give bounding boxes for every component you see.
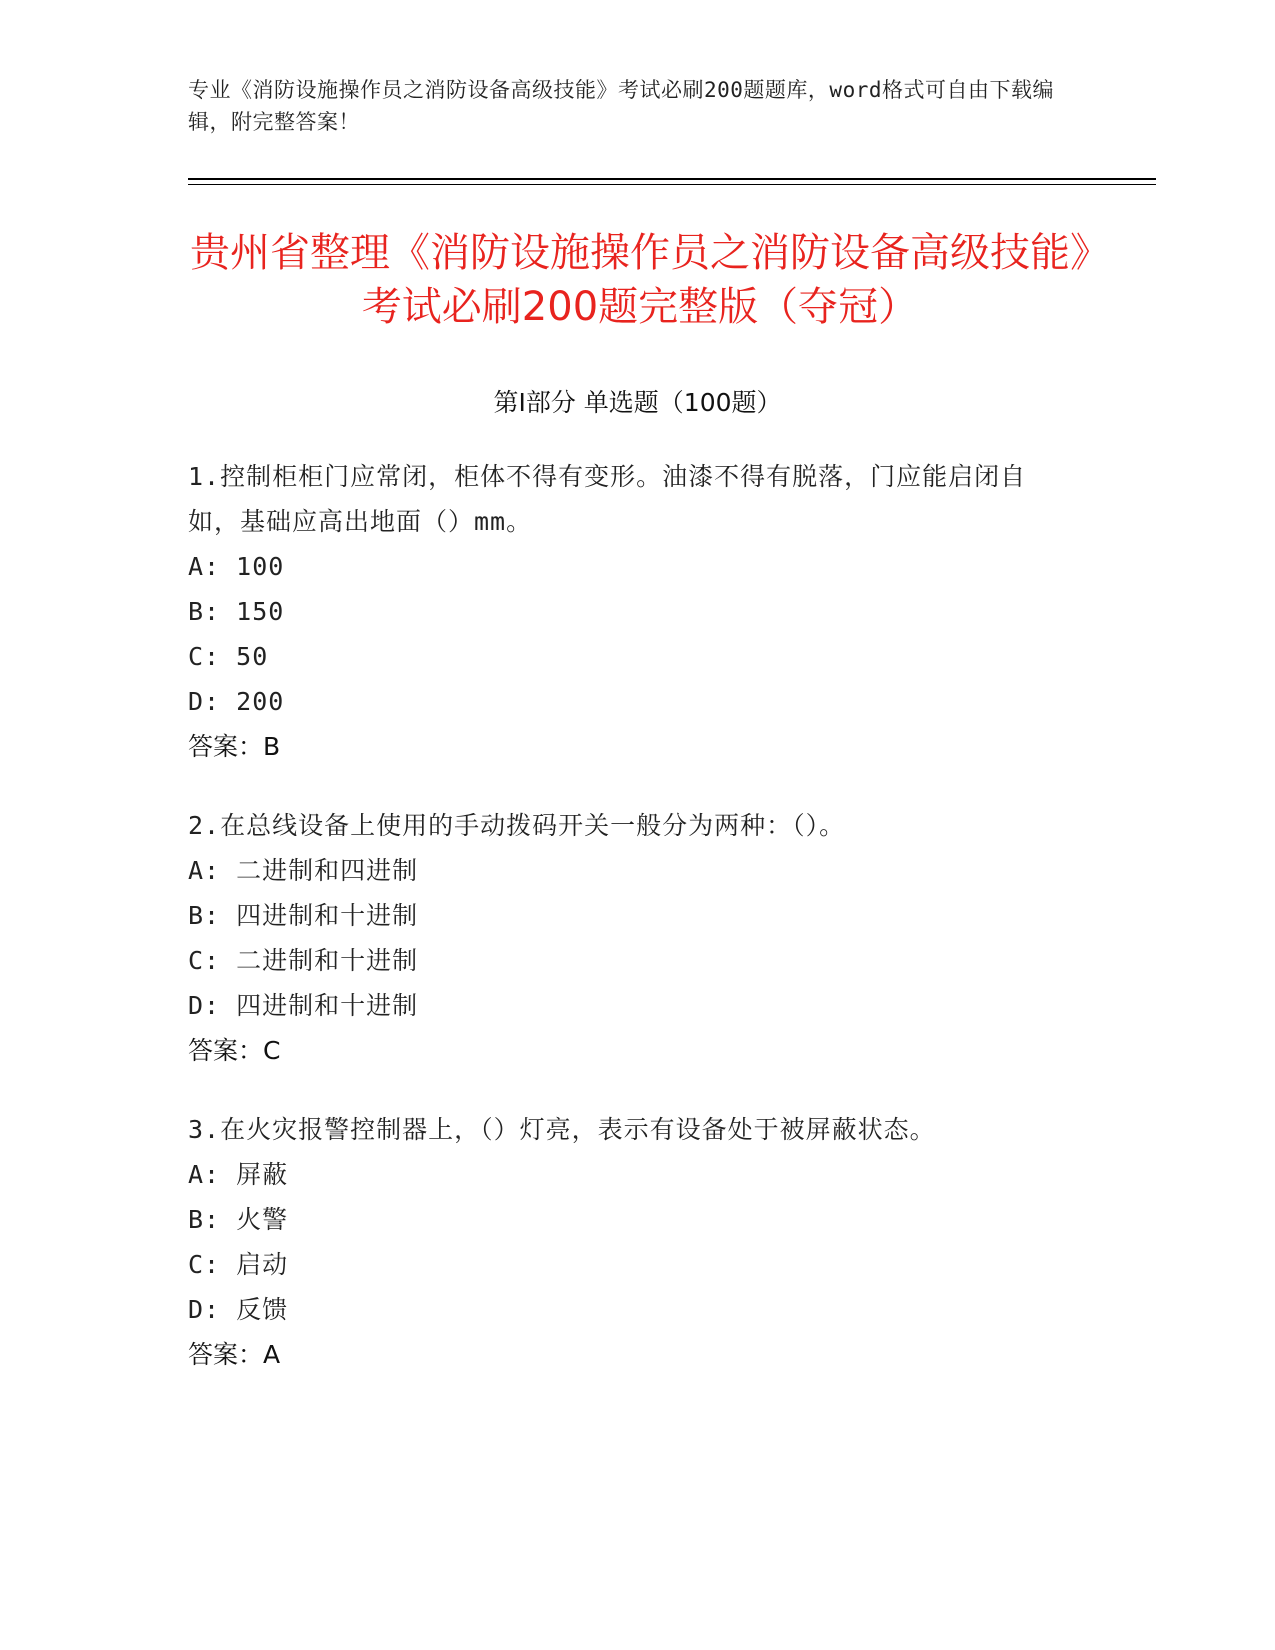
question-text: 3.在火灾报警控制器上，（）灯亮，表示有设备处于被屏蔽状态。 <box>188 1115 936 1144</box>
answer-line <box>188 1028 1068 1073</box>
option-b: B: 150 <box>188 597 285 626</box>
section-title: 第Ⅰ部分 单选题（100题） <box>493 388 782 417</box>
question-text: 1.控制柜柜门应常闭，柜体不得有变形。油漆不得有脱落，门应能启闭自如，基础应高出地面（）mm。 <box>188 462 1027 536</box>
option-c: C: 二进制和十进制 <box>188 946 419 975</box>
option-b: B: 火警 <box>188 1205 289 1234</box>
option-c: C: 启动 <box>188 1250 289 1279</box>
answer-label: 答案： <box>188 1036 264 1065</box>
option-a: A: 二进制和四进制 <box>188 856 419 885</box>
answer-label: 答案： <box>188 732 264 761</box>
question-2 <box>188 803 1068 1073</box>
document-title: 贵州省整理《消防设施操作员之消防设备高级技能》考试必刷200题完整版（夺冠） <box>190 230 1090 330</box>
answer-value: C <box>263 1036 281 1065</box>
option-d: D: 200 <box>188 687 285 716</box>
header-rule-thick <box>188 178 1156 180</box>
header-note: 专业《消防设施操作员之消防设备高级技能》考试必刷200题题库，word格式可自由下载编辑，附完整答案！ <box>188 78 1054 134</box>
answer-value: A <box>263 1340 281 1369</box>
answer-value: B <box>263 732 281 761</box>
answer-line <box>188 724 1068 769</box>
option-c: C: 50 <box>188 642 269 671</box>
option-b: B: 四进制和十进制 <box>188 901 419 930</box>
option-d: D: 反馈 <box>188 1295 289 1324</box>
answer-line <box>188 1332 1068 1377</box>
question-1 <box>188 454 1068 769</box>
header-rule-thin <box>188 184 1156 185</box>
option-d: D: 四进制和十进制 <box>188 991 419 1020</box>
option-a: A: 屏蔽 <box>188 1160 289 1189</box>
question-3 <box>188 1107 1068 1377</box>
option-a: A: 100 <box>188 552 285 581</box>
answer-label: 答案： <box>188 1340 264 1369</box>
question-text: 2.在总线设备上使用的手动拨码开关一般分为两种：（）。 <box>188 811 846 840</box>
